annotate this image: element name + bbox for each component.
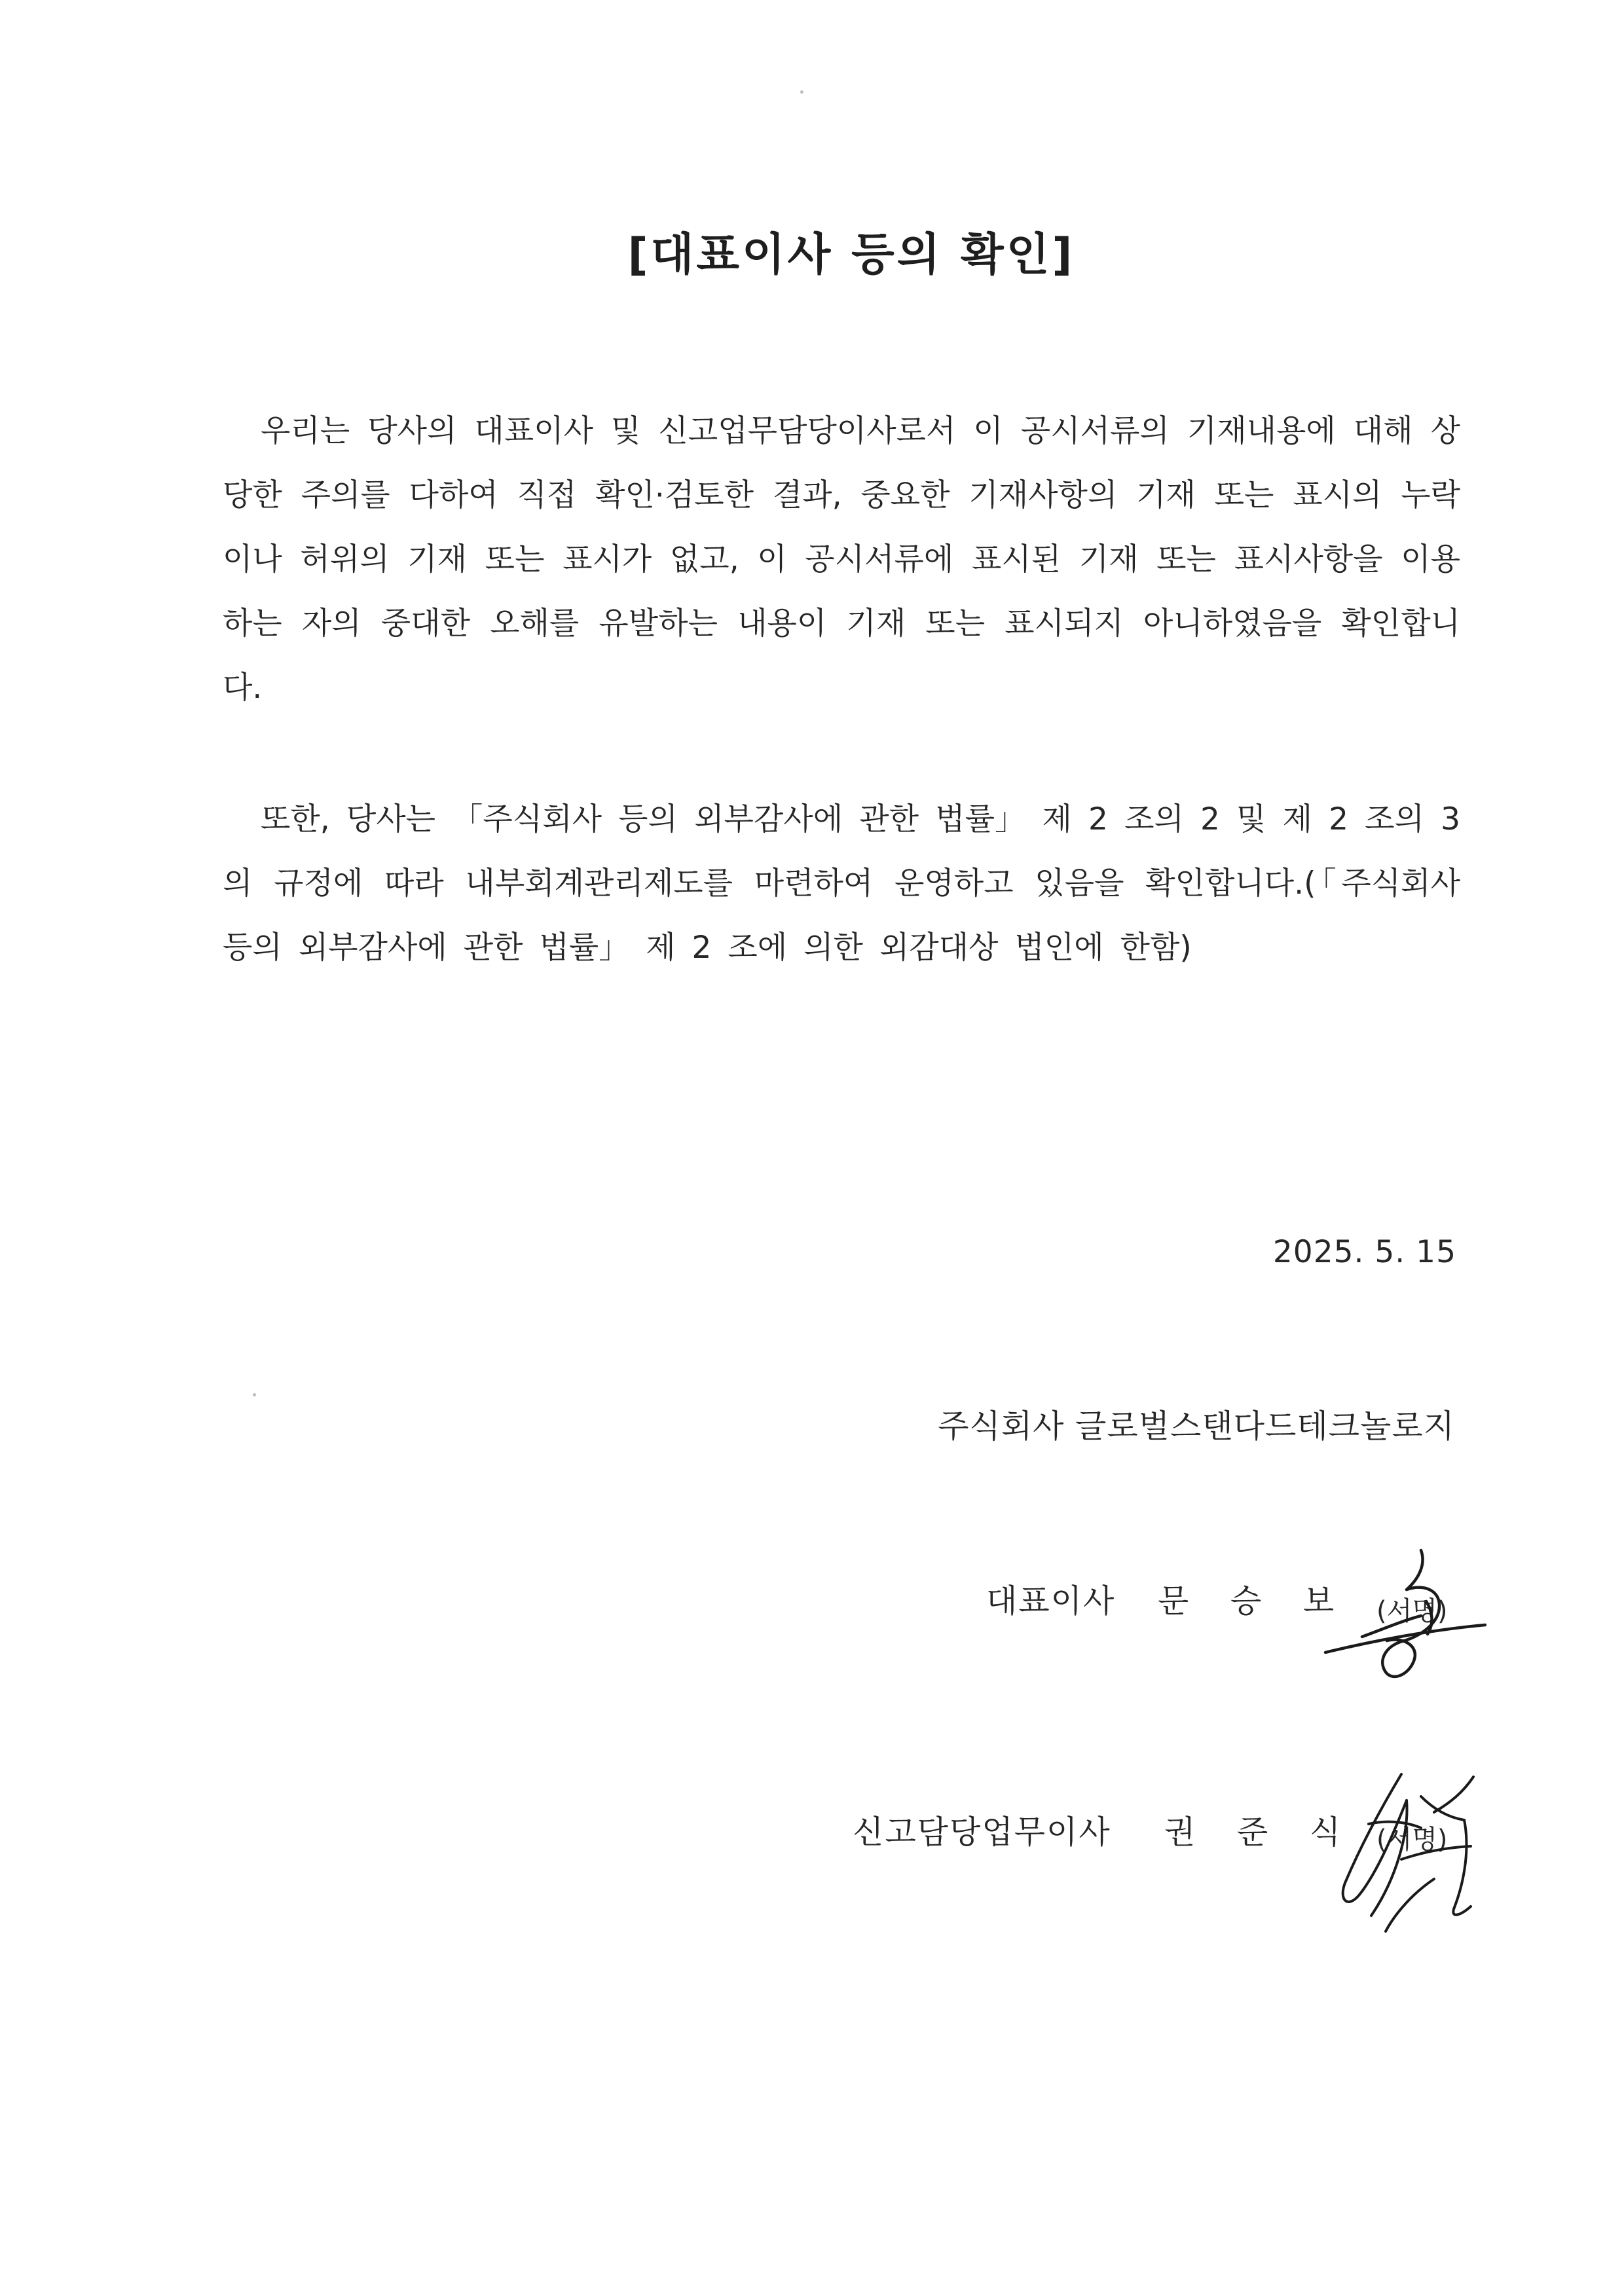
signature-label: (서명)	[1376, 1825, 1448, 1855]
document-title: [대표이사 등의 확인]	[627, 229, 1075, 281]
scan-speck	[253, 1393, 256, 1396]
handwritten-signature-ceo	[1323, 1539, 1486, 1689]
signer-role: 대표이사	[986, 1582, 1116, 1620]
signature-label: (서명)	[1376, 1596, 1448, 1626]
signer-name: 문 승 보	[1158, 1582, 1350, 1620]
paragraph-2-text: 또한, 당사는 「주식회사 등의 외부감사에 관한 법률」 제 2 조의 2 및 제 2 조의 3 의 규정에 따라 내부회계관리제도를 마련하여 운영하고 있음을 확인합니다.(「주식회사 등의 외부감사에 관한 법률」 제 2 조에 의한 외감대상 법인에 한함)	[223, 801, 1460, 966]
signer-name: 권 준 식	[1164, 1813, 1357, 1851]
scan-speck	[800, 90, 803, 94]
paragraph-confirmation	[223, 399, 1460, 720]
paragraph-1-text: 우리는 당사의 대표이사 및 신고업무담당이사로서 이 공시서류의 기재내용에 대해 상당한 주의를 다하여 직접 확인·검토한 결과, 중요한 기재사항의 기재 또는 표시의 누락이나 허위의 기재 또는 표시가 없고, 이 공시서류에 표시된 기재 또는 표시사항을 이용하는 자의 중대한 오해를 유발하는 내용이 기재 또는 표시되지 아니하였음을 확인합니다.	[223, 413, 1460, 706]
document-date: 2025. 5. 15	[1272, 1234, 1456, 1270]
paragraph-internal-control	[223, 788, 1460, 980]
handwritten-signature-director	[1323, 1761, 1493, 1938]
company-name: 주식회사 글로벌스탠다드테크놀로지	[938, 1408, 1455, 1445]
signer-role: 신고담당업무이사	[853, 1813, 1111, 1851]
